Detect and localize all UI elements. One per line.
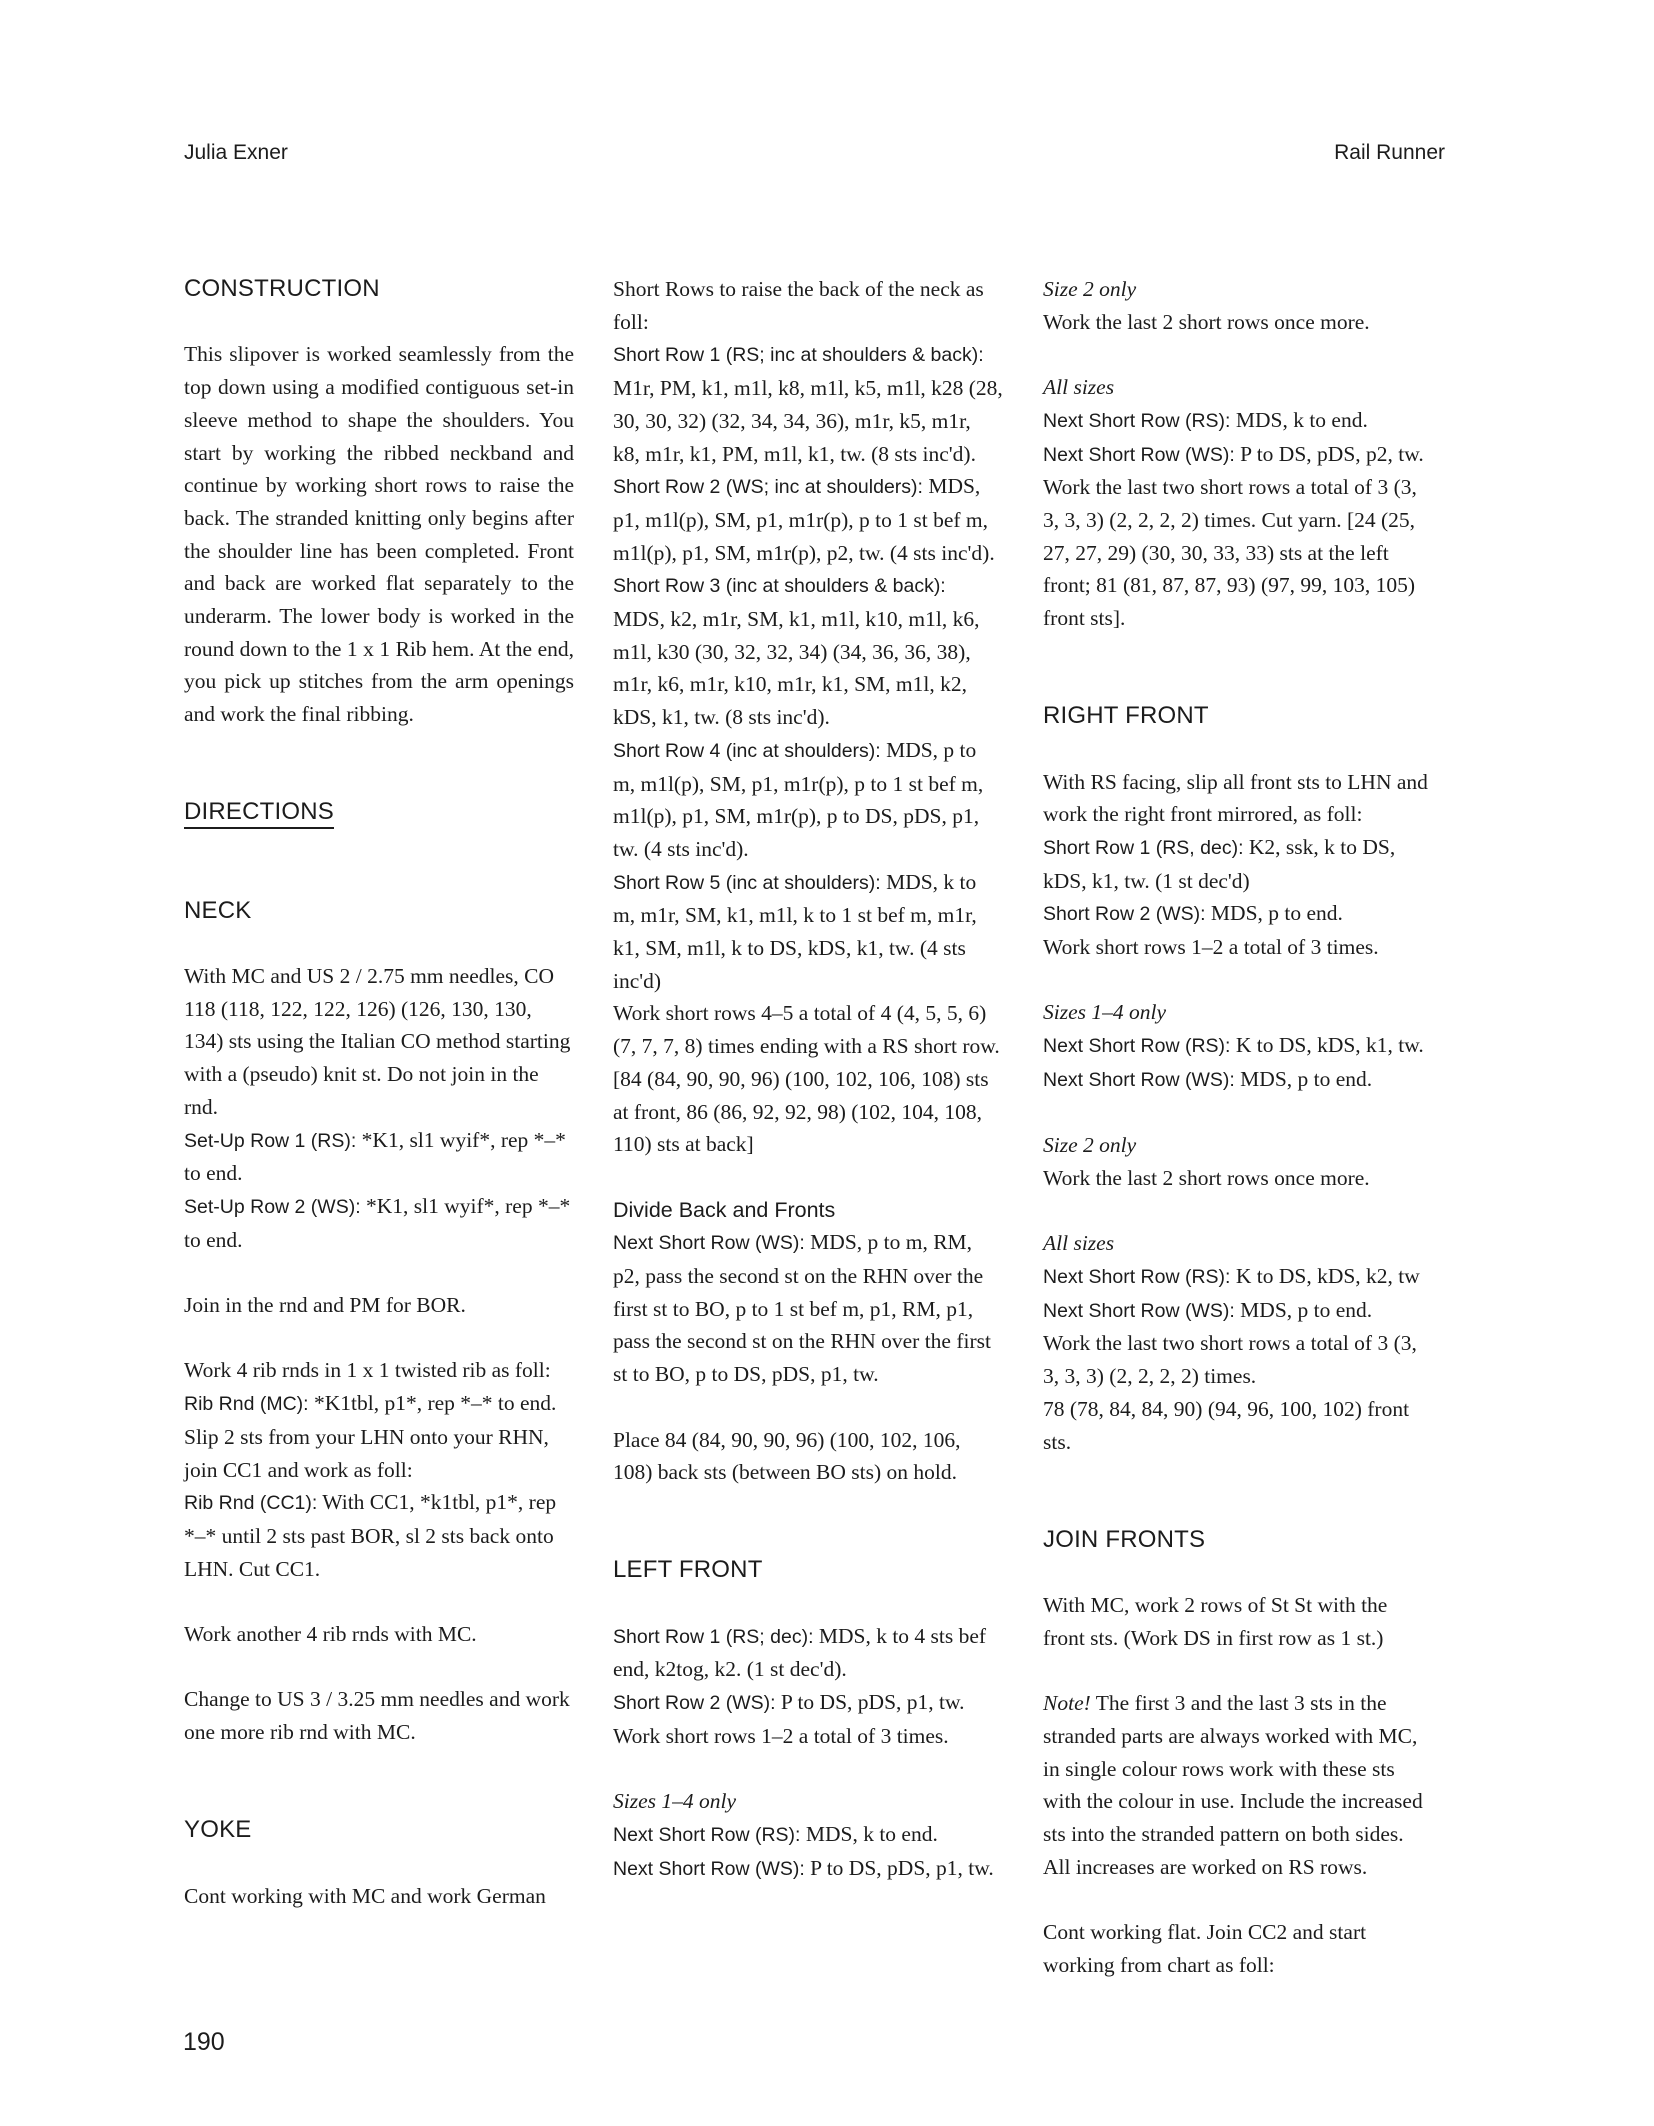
heading-neck: NECK bbox=[184, 896, 252, 924]
short-row-1 bbox=[613, 338, 1003, 470]
short-row-repeat: Work short rows 4–5 a total of 4 (4, 5, 5, 6) (7, 7, 7, 8) times ending with a RS short row. [84 (84, 90, 90, 96) (100, 102, 106, 108) sts at front, 86 (86, 92, 92, 98) (102, 104, 108, 110) sts at back] bbox=[613, 1001, 1000, 1157]
lf-next-ws-label: Next Short Row (WS): bbox=[613, 1857, 805, 1880]
heading-yoke: YOKE bbox=[184, 1816, 252, 1844]
next-rs bbox=[1043, 404, 1433, 438]
repeat-text: Work the last two short rows a total of 3 (3, 3, 3, 3) (2, 2, 2, 2) times. Cut yarn. [24 (25, 27, 27, 29) (30, 30, 33, 33) sts at the left front; 81 (81, 87, 87, 93) (97, 99, 103, 105) front sts]. bbox=[1043, 475, 1417, 631]
rf-short-row-2-text: MDS, p to end. bbox=[1205, 901, 1343, 926]
header-author: Julia Exner bbox=[184, 141, 288, 164]
next-rs-text: MDS, k to end. bbox=[1230, 407, 1368, 432]
heading-join-fronts: JOIN FRONTS bbox=[1043, 1525, 1206, 1553]
lf-short-row-2 bbox=[613, 1686, 1003, 1720]
rf-sizes-1-4-label: Sizes 1–4 only bbox=[1043, 1000, 1167, 1025]
rf-intro: With RS facing, slip all front sts to LHN and work the right front mirrored, as foll: bbox=[1043, 769, 1428, 827]
all-sizes-label: All sizes bbox=[1043, 375, 1115, 400]
note bbox=[1043, 1687, 1433, 1883]
short-row-2-text: MDS, p1, m1l(p), SM, p1, m1r(p), p to 1 st bef m, m1l(p), p1, SM, m1r(p), p2, tw. (4 sts inc'd). bbox=[613, 474, 995, 565]
rf-next-rs-label: Next Short Row (RS): bbox=[1043, 1035, 1231, 1058]
setup-row-2 bbox=[184, 1190, 574, 1256]
short-rows-intro: Short Rows to raise the back of the neck as foll: bbox=[613, 277, 984, 334]
rf-size-2-only-label: Size 2 only bbox=[1043, 1133, 1137, 1158]
lf-short-row-1-label: Short Row 1 (RS; dec): bbox=[613, 1625, 814, 1648]
short-row-4-text: MDS, p to m, m1l(p), SM, p1, m1r(p), p to 1 st bef m, m1l(p), p1, SM, m1r(p), p to DS, pDS, p1, tw. (4 sts inc'd). bbox=[613, 737, 984, 861]
heading-right-front: RIGHT FRONT bbox=[1043, 702, 1209, 730]
rf-next-rs bbox=[1043, 1029, 1433, 1063]
lf-next-rs-text: MDS, k to end. bbox=[800, 1821, 938, 1846]
short-row-3-text: MDS, k2, m1r, SM, k1, m1l, k10, m1l, k6, m1l, k30 (30, 32, 32, 34) (34, 36, 36, 38), m1r, k6, m1r, k10, m1r, k1, SM, m1l, k2, kDS, k1, tw. (8 sts inc'd). bbox=[613, 607, 980, 730]
short-row-4 bbox=[613, 734, 1003, 866]
rib-rnd-cc1-label: Rib Rnd (CC1): bbox=[184, 1492, 318, 1515]
divide-next-short-row-label: Next Short Row (WS): bbox=[613, 1232, 805, 1255]
lf-short-row-1-text: MDS, k to 4 sts bef end, k2tog, k2. (1 st dec'd). bbox=[613, 1623, 987, 1682]
rib-rnd-mc bbox=[184, 1387, 574, 1486]
rf-short-row-1-label: Short Row 1 (RS, dec): bbox=[1043, 836, 1244, 859]
rf-all-sizes-label: All sizes bbox=[1043, 1231, 1115, 1256]
heading-directions bbox=[184, 796, 574, 829]
rf-next-ws-text: MDS, p to end. bbox=[1234, 1066, 1373, 1091]
join-fronts-text: With MC, work 2 rows of St St with the front sts. (Work DS in first row as 1 st.) bbox=[1043, 1593, 1388, 1650]
short-row-2-label: Short Row 2 (WS; inc at shoulders): bbox=[613, 476, 923, 499]
setup-row-1-label: Set-Up Row 1 (RS): bbox=[184, 1129, 357, 1152]
note-text: The first 3 and the last 3 sts in the stranded parts are always worked with MC, in single colour rows work with these sts with the colour in use. Include the increased sts into the stranded pattern on both sides. All increases are worked on RS rows. bbox=[1043, 1691, 1423, 1879]
rf-all-ws-label: Next Short Row (WS): bbox=[1043, 1299, 1235, 1322]
rf-all-rs bbox=[1043, 1260, 1433, 1294]
column-3 bbox=[1043, 273, 1433, 1981]
rf-short-row-1-text: K2, ssk, k to DS, kDS, k1, tw. (1 st dec'd) bbox=[1043, 834, 1396, 893]
rf-next-ws bbox=[1043, 1063, 1433, 1097]
rf-repeat-text: Work short rows 1–2 a total of 3 times. bbox=[1043, 935, 1379, 960]
rib-intro: Work 4 rib rnds in 1 x 1 twisted rib as foll: bbox=[184, 1358, 551, 1383]
divide-next-short-row bbox=[613, 1226, 1003, 1391]
short-row-3 bbox=[613, 569, 1003, 734]
neck-intro: With MC and US 2 / 2.75 mm needles, CO 118 (118, 122, 122, 126) (126, 130, 130, 134) sts using the Italian CO method starting with a (pseudo) knit st. Do not join in the rnd. bbox=[184, 964, 571, 1119]
short-row-4-label: Short Row 4 (inc at shoulders): bbox=[613, 739, 881, 762]
rf-all-repeat-text: Work the last two short rows a total of 3 (3, 3, 3, 3) (2, 2, 2, 2) times. bbox=[1043, 1331, 1417, 1389]
lf-next-rs bbox=[613, 1818, 1003, 1852]
rf-all-rs-label: Next Short Row (RS): bbox=[1043, 1266, 1231, 1288]
rib-rnd-mc-label: Rib Rnd (MC): bbox=[184, 1393, 309, 1416]
lf-short-row-2-label: Short Row 2 (WS): bbox=[613, 1692, 776, 1715]
rf-all-ws bbox=[1043, 1294, 1433, 1328]
place-back-sts-text: Place 84 (84, 90, 90, 96) (100, 102, 106, 108) back sts (between BO sts) on hold. bbox=[613, 1427, 961, 1485]
yoke-text: Cont working with MC and work German bbox=[184, 1883, 546, 1908]
next-rs-label: Next Short Row (RS): bbox=[1043, 409, 1231, 432]
heading-construction: CONSTRUCTION bbox=[184, 275, 380, 302]
rf-next-rs-text: K to DS, kDS, k1, tw. bbox=[1230, 1033, 1424, 1058]
note-label: Note! bbox=[1043, 1691, 1091, 1716]
join-text: Join in the rnd and PM for BOR. bbox=[184, 1293, 466, 1318]
setup-row-1-text: *K1, sl1 wyif*, rep *–* to end. bbox=[184, 1127, 566, 1186]
change-needles-text: Change to US 3 / 3.25 mm needles and work one more rib rnd with MC. bbox=[184, 1687, 570, 1745]
short-row-5-label: Short Row 5 (inc at shoulders): bbox=[613, 871, 881, 894]
cont-working-text: Cont working flat. Join CC2 and start working from chart as foll: bbox=[1043, 1920, 1367, 1977]
short-row-1-text: M1r, PM, k1, m1l, k8, m1l, k5, m1l, k28 (28, 30, 30, 32) (32, 34, 34, 36), m1r, k5, m1r, k8, m1r, k1, PM, m1l, k1, tw. (8 sts inc'd). bbox=[613, 376, 1003, 466]
setup-row-2-label: Set-Up Row 2 (WS): bbox=[184, 1195, 361, 1218]
lf-next-ws bbox=[613, 1852, 1003, 1886]
heading-left-front: LEFT FRONT bbox=[613, 1556, 763, 1584]
directions-heading-text: DIRECTIONS bbox=[184, 797, 334, 829]
column-1 bbox=[184, 273, 574, 1912]
short-row-5 bbox=[613, 866, 1003, 998]
next-ws-text: P to DS, pDS, p2, tw. bbox=[1234, 441, 1424, 466]
rib-rnd-mc-text: *K1tbl, p1*, rep *–* to end. Slip 2 sts from your LHN onto your RHN, join CC1 and work as foll: bbox=[184, 1391, 557, 1482]
rf-all-rs-text: K to DS, kDS, k2, tw bbox=[1230, 1264, 1420, 1288]
heading-divide-back-fronts: Divide Back and Fronts bbox=[613, 1197, 836, 1222]
another-rib-text: Work another 4 rib rnds with MC. bbox=[184, 1622, 477, 1647]
lf-short-row-2-text: P to DS, pDS, p1, tw. bbox=[775, 1690, 965, 1715]
lf-next-rs-label: Next Short Row (RS): bbox=[613, 1823, 801, 1846]
short-row-1-label: Short Row 1 (RS; inc at shoulders & back): bbox=[613, 344, 984, 367]
rf-all-ws-text: MDS, p to end. bbox=[1234, 1297, 1373, 1322]
construction-text: This slipover is worked seamlessly from the top down using a modified contiguous set-in sleeve method to shape the shoulders. You start by working the ribbed neckband and continue by working short rows to raise the back. The stranded knitting only begins after the shoulder line has been completed. Front and back are worked flat separately to the underarm. The lower body is worked in the round down to the 1 x 1 Rib hem. At the end, you pick up stitches from the arm openings and work the final ribbing. bbox=[184, 342, 574, 727]
rf-size-2-only-text: Work the last 2 short rows once more. bbox=[1043, 1165, 1370, 1190]
next-ws bbox=[1043, 438, 1433, 472]
short-row-2 bbox=[613, 470, 1003, 569]
short-row-3-label: Short Row 3 (inc at shoulders & back): bbox=[613, 575, 946, 598]
setup-row-2-text: *K1, sl1 wyif*, rep *–* to end. bbox=[184, 1193, 571, 1252]
rf-short-row-2 bbox=[1043, 897, 1433, 931]
rf-count-text: 78 (78, 84, 84, 90) (94, 96, 100, 102) front sts. bbox=[1043, 1396, 1410, 1454]
rf-next-ws-label: Next Short Row (WS): bbox=[1043, 1068, 1235, 1091]
lf-next-ws-text: P to DS, pDS, p1, tw. bbox=[804, 1855, 994, 1880]
size-2-only-label: Size 2 only bbox=[1043, 277, 1137, 301]
short-row-5-text: MDS, k to m, m1r, SM, k1, m1l, k to 1 st bef m, m1r, k1, SM, m1l, k to DS, kDS, k1, tw. (4 sts inc'd) bbox=[613, 869, 977, 993]
divide-next-short-row-text: MDS, p to m, RM, p2, pass the second st on the RHN over the first st to BO, p to 1 st bef m, p1, RM, p1, pass the second st on the RHN over the first st to BO, p to DS, pDS, p1, tw. bbox=[613, 1230, 991, 1387]
column-2 bbox=[613, 273, 1003, 1885]
lf-short-row-1 bbox=[613, 1620, 1003, 1686]
page-number: 190 bbox=[183, 2028, 225, 2056]
header-title: Rail Runner bbox=[1334, 141, 1445, 164]
setup-row-1 bbox=[184, 1124, 574, 1190]
rib-rnd-cc1 bbox=[184, 1486, 574, 1585]
rf-short-row-2-label: Short Row 2 (WS): bbox=[1043, 903, 1206, 926]
lf-repeat-text: Work short rows 1–2 a total of 3 times. bbox=[613, 1723, 949, 1748]
next-ws-label: Next Short Row (WS): bbox=[1043, 443, 1235, 466]
size-2-only-text: Work the last 2 short rows once more. bbox=[1043, 309, 1370, 334]
rib-rnd-cc1-text: With CC1, *k1tbl, p1*, rep *–* until 2 sts past BOR, sl 2 sts back onto LHN. Cut CC1. bbox=[184, 1490, 557, 1581]
rf-short-row-1 bbox=[1043, 831, 1433, 897]
lf-sizes-1-4-label: Sizes 1–4 only bbox=[613, 1789, 737, 1814]
